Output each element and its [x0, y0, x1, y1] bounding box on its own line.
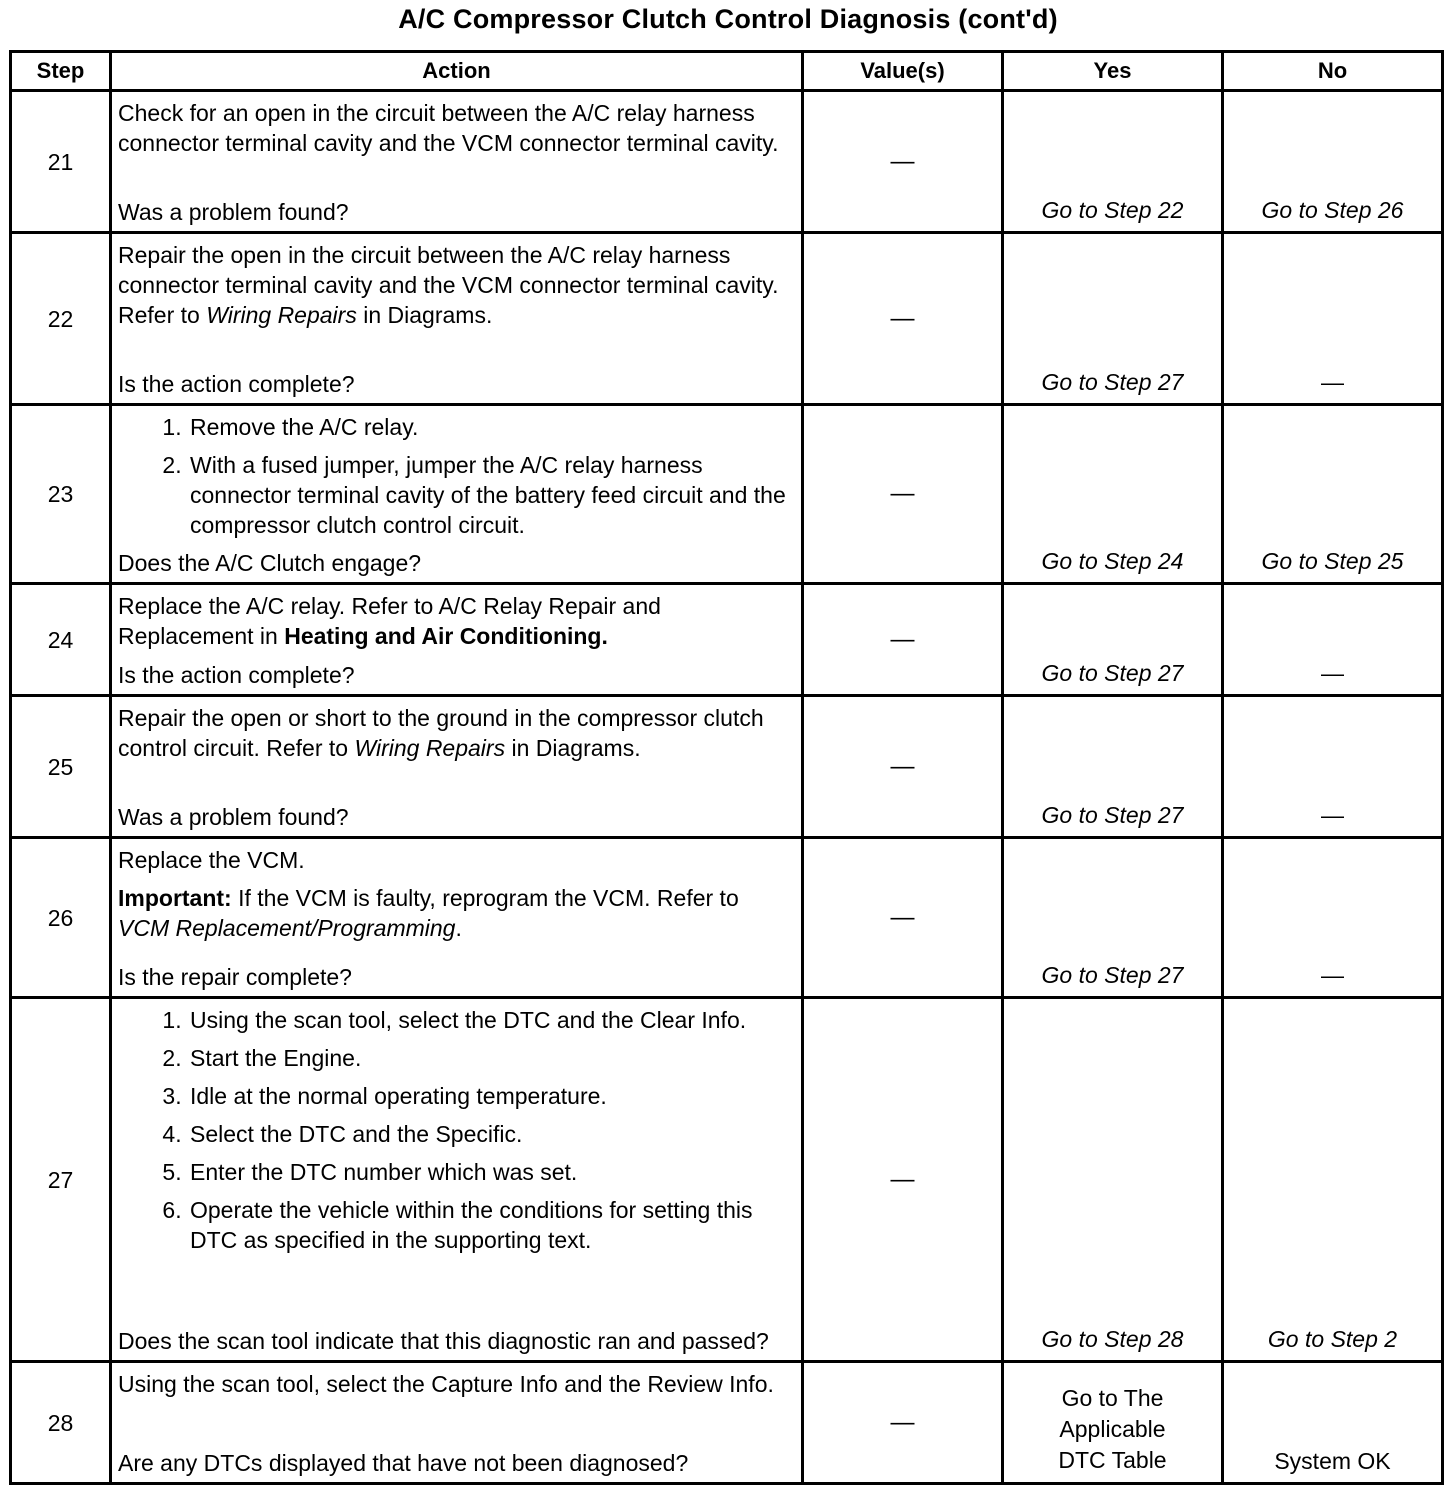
- action-question: Are any DTCs displayed that have not been diagnosed?: [118, 1450, 689, 1476]
- header-action: Action: [111, 52, 803, 91]
- value-cell: —: [803, 696, 1003, 838]
- heating-ac-section: Heating and Air Conditioning: [284, 623, 602, 649]
- action-cell: [111, 584, 803, 696]
- list-item: 6. Operate the vehicle within the conditions for setting this DTC as specified in the supporting text.: [188, 1195, 795, 1255]
- table-row: [11, 91, 1443, 233]
- list-item: 1. Using the scan tool, select the DTC and the Clear Info.: [188, 1005, 795, 1035]
- action-cell: [111, 838, 803, 998]
- header-values: Value(s): [803, 52, 1003, 91]
- step-number: 26: [11, 838, 111, 998]
- no-result: —: [1223, 838, 1443, 998]
- no-result: Go to Step 26: [1223, 91, 1443, 233]
- yes-result: Go to Step 27: [1003, 838, 1223, 998]
- list-item: 3. Idle at the normal operating temperature.: [188, 1081, 795, 1111]
- step-number: 28: [11, 1362, 111, 1484]
- header-no: No: [1223, 52, 1443, 91]
- diagrams-section: Diagrams: [535, 735, 635, 761]
- value-cell: —: [803, 998, 1003, 1362]
- list-item: 1. Remove the A/C relay.: [188, 412, 795, 442]
- yes-result: Go to Step 27: [1003, 233, 1223, 405]
- table-row: [11, 696, 1443, 838]
- action-question: Does the scan tool indicate that this diagnostic ran and passed?: [118, 1328, 769, 1354]
- action-steps-list: [118, 412, 795, 540]
- vcm-programming-reference: VCM Replacement/Programming: [118, 915, 456, 941]
- action-text: Using the scan tool, select the Capture Info and the Review Info.: [118, 1371, 774, 1397]
- yes-result: Go to The Applicable DTC Table: [1003, 1362, 1223, 1484]
- action-cell: [111, 233, 803, 405]
- step-number: 25: [11, 696, 111, 838]
- no-result: —: [1223, 584, 1443, 696]
- action-cell: [111, 696, 803, 838]
- no-result: System OK: [1223, 1362, 1443, 1484]
- list-item: 2. With a fused jumper, jumper the A/C relay harness connector terminal cavity of the battery feed circuit and the compressor clutch control circuit.: [188, 450, 795, 540]
- wiring-repairs-reference: Wiring Repairs: [354, 735, 506, 761]
- list-item: 5. Enter the DTC number which was set.: [188, 1157, 795, 1187]
- action-steps-list: [118, 1005, 795, 1255]
- list-item: 4. Select the DTC and the Specific.: [188, 1119, 795, 1149]
- value-cell: —: [803, 584, 1003, 696]
- action-question: Is the repair complete?: [118, 964, 352, 990]
- wiring-repairs-reference: Wiring Repairs: [206, 302, 357, 328]
- action-cell: [111, 91, 803, 233]
- header-step: Step: [11, 52, 111, 91]
- action-question: Does the A/C Clutch engage?: [118, 550, 422, 576]
- list-item: 2. Start the Engine.: [188, 1043, 795, 1073]
- yes-result: Go to Step 22: [1003, 91, 1223, 233]
- page-title: A/C Compressor Clutch Control Diagnosis (cont'd): [398, 4, 1058, 34]
- table-row: [11, 233, 1443, 405]
- table-row: [11, 405, 1443, 584]
- action-text: Check for an open in the circuit between the A/C relay harness connector terminal cavity and the VCM connector terminal cavity.: [118, 100, 779, 156]
- yes-result: Go to Step 27: [1003, 584, 1223, 696]
- value-cell: —: [803, 233, 1003, 405]
- diagnosis-table: [9, 50, 1444, 1485]
- value-cell: —: [803, 838, 1003, 998]
- action-question: Is the action complete?: [118, 371, 355, 397]
- no-result: —: [1223, 233, 1443, 405]
- action-question: Was a problem found?: [118, 199, 349, 225]
- no-result: Go to Step 25: [1223, 405, 1443, 584]
- table-row: [11, 584, 1443, 696]
- yes-result: Go to Step 24: [1003, 405, 1223, 584]
- step-number: 27: [11, 998, 111, 1362]
- action-text: Repair the open in the circuit between the A/C relay harness connector terminal cavity and the VCM connector terminal cavity. Refer to Wiring Repairs in Diagrams.: [118, 242, 779, 328]
- no-result: —: [1223, 696, 1443, 838]
- action-cell: [111, 1362, 803, 1484]
- step-number: 23: [11, 405, 111, 584]
- action-text: Repair the open or short to the ground in the compressor clutch control circuit. Refer to Wiring Repairs in Diagrams.: [118, 705, 764, 761]
- yes-result: Go to Step 28: [1003, 998, 1223, 1362]
- action-question: Is the action complete?: [118, 662, 355, 688]
- important-label: Important:: [118, 885, 232, 911]
- table-header-row: [11, 52, 1443, 91]
- no-result: Go to Step 2: [1223, 998, 1443, 1362]
- action-cell: [111, 405, 803, 584]
- step-number: 21: [11, 91, 111, 233]
- step-number: 22: [11, 233, 111, 405]
- important-note: Important: If the VCM is faulty, reprogram the VCM. Refer to VCM Replacement/Programming.: [118, 885, 739, 941]
- action-text: Replace the VCM.: [118, 847, 305, 873]
- table-row: [11, 998, 1443, 1362]
- action-text: Replace the A/C relay. Refer to A/C Relay Repair and Replacement in Heating and Air Conditioning.: [118, 593, 661, 649]
- table-row: [11, 1362, 1443, 1484]
- table-row: [11, 838, 1443, 998]
- action-question: Was a problem found?: [118, 804, 349, 830]
- value-cell: —: [803, 405, 1003, 584]
- diagrams-section: Diagrams: [387, 302, 486, 328]
- action-cell: [111, 998, 803, 1362]
- header-yes: Yes: [1003, 52, 1223, 91]
- step-number: 24: [11, 584, 111, 696]
- value-cell: —: [803, 91, 1003, 233]
- yes-result: Go to Step 27: [1003, 696, 1223, 838]
- value-cell: —: [803, 1362, 1003, 1484]
